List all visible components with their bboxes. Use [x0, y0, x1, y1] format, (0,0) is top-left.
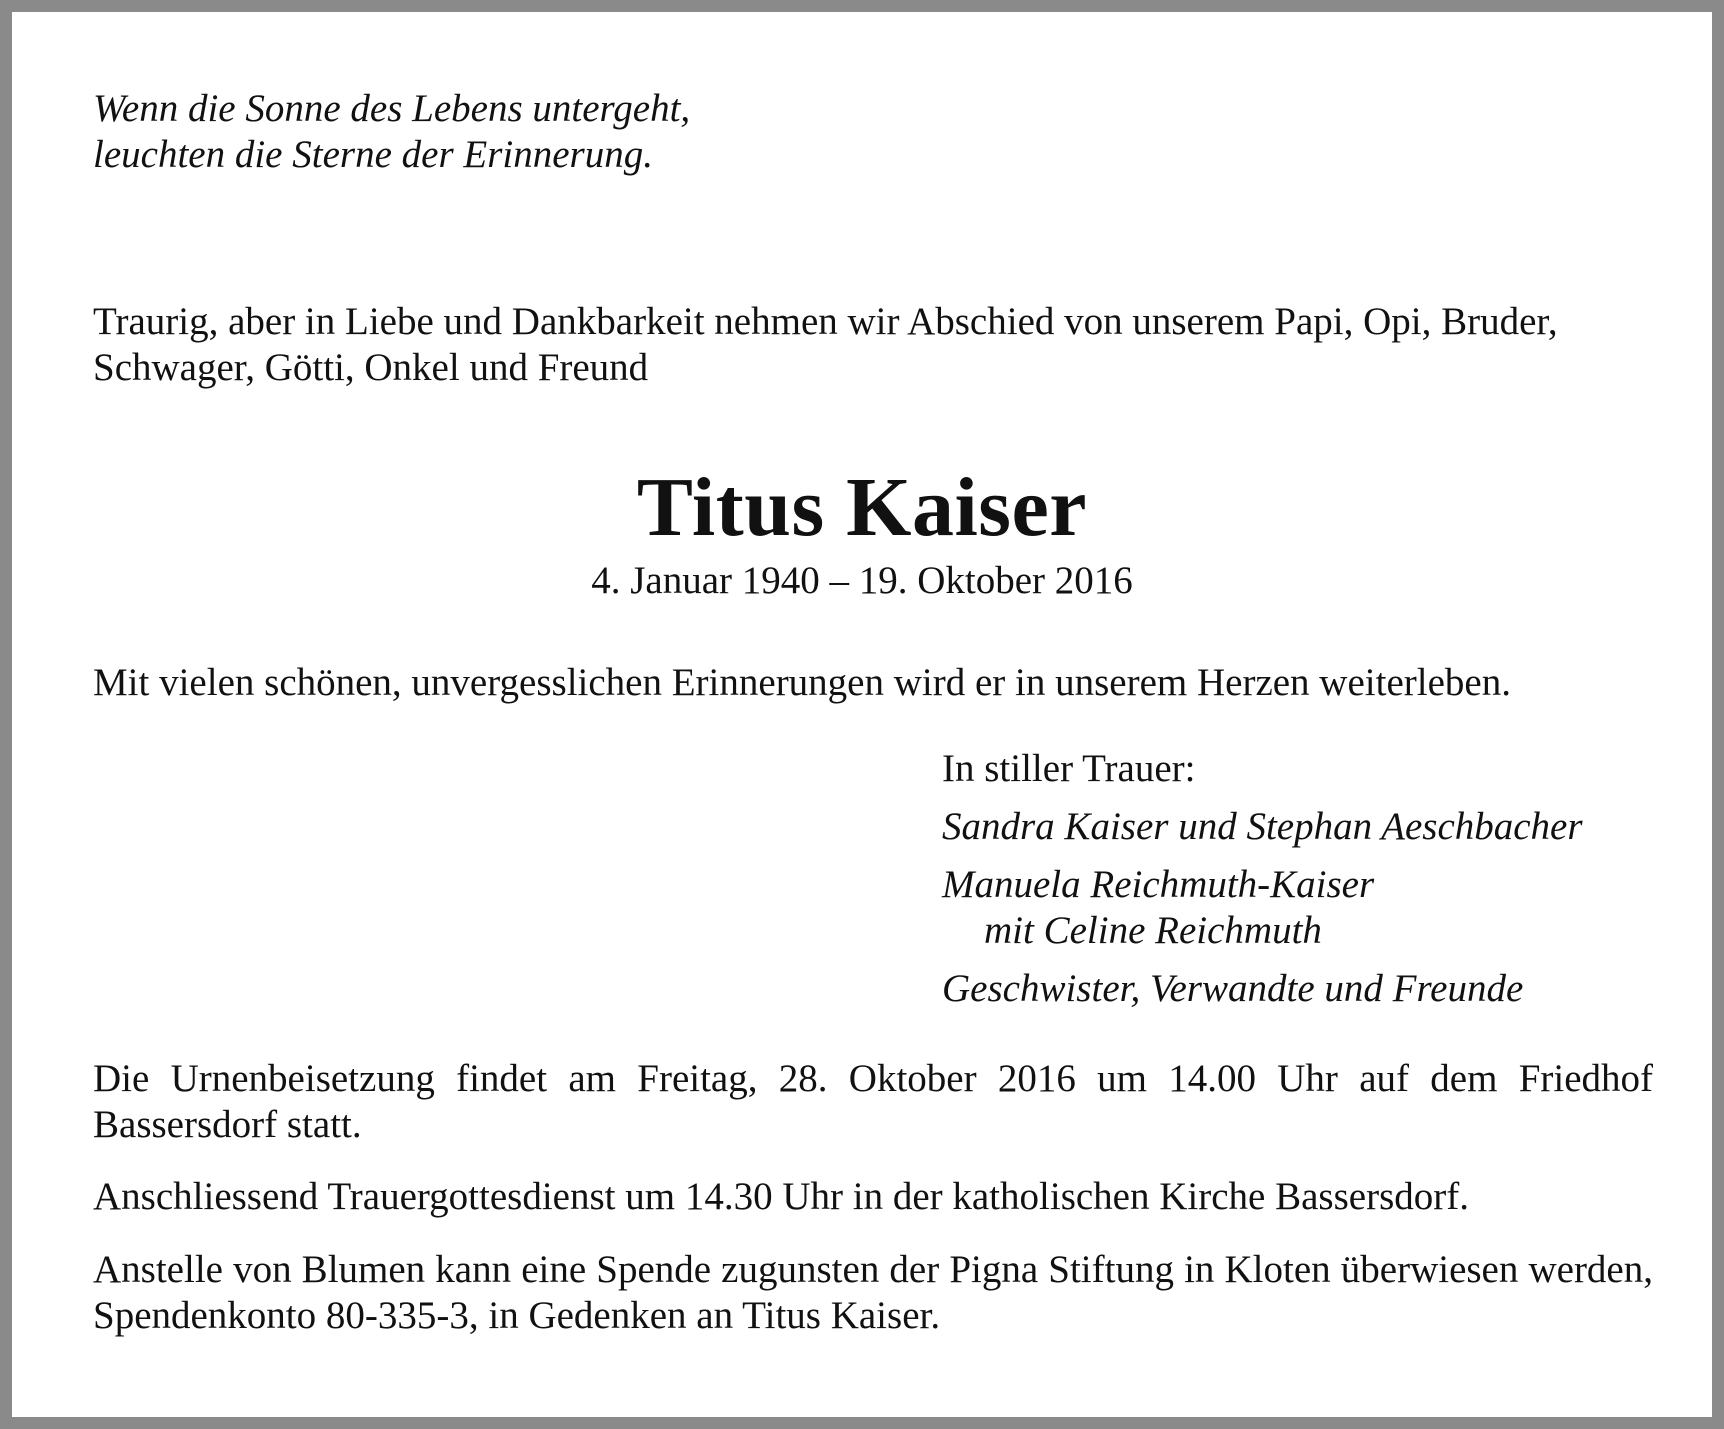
deceased-name: Titus Kaiser — [636, 461, 1088, 554]
intro-text: Traurig, aber in Liebe und Dankbarkeit nehmen wir Abschied von unserem Papi, Opi, Bruder, Schwager, Götti, Onkel und Freund — [93, 300, 1558, 389]
donation-notice: Anstelle von Blumen kann eine Spende zugunsten der Pigna Stiftung in Kloten überwiesen werden, Spendenkonto 80-335-3, in Gedenken an Titus Kaiser. — [93, 1248, 1653, 1337]
memory-line: Mit vielen schönen, unvergesslichen Erinnerungen wird er in unserem Herzen weiterleben. — [93, 661, 1511, 704]
obituary-page — [12, 12, 1712, 1417]
mourner-entry-line: Manuela Reichmuth-Kaiser — [942, 863, 1375, 906]
service-notice: Anschliessend Trauergottesdienst um 14.30 Uhr in der katholischen Kirche Bassersdorf. — [93, 1175, 1469, 1218]
mourners-block — [942, 746, 1583, 1024]
mourner-entry — [942, 862, 1583, 954]
mourner-entry-subline: mit Celine Reichmuth — [984, 909, 1322, 952]
mourners-heading: In stiller Trauer: — [942, 747, 1196, 790]
mourner-entry: Sandra Kaiser und Stephan Aeschbacher — [942, 805, 1583, 848]
burial-notice: Die Urnenbeisetzung findet am Freitag, 28. Oktober 2016 um 14.00 Uhr auf dem Friedhof Bassersdorf statt. — [93, 1057, 1653, 1146]
mourner-entry: Geschwister, Verwandte und Freunde — [942, 967, 1524, 1010]
life-dates: 4. Januar 1940 – 19. Oktober 2016 — [591, 559, 1133, 602]
motto-line-1: Wenn die Sonne des Lebens untergeht, — [93, 87, 691, 130]
motto-line-2: leuchten die Sterne der Erinnerung. — [93, 133, 653, 176]
motto-quote — [93, 86, 690, 178]
